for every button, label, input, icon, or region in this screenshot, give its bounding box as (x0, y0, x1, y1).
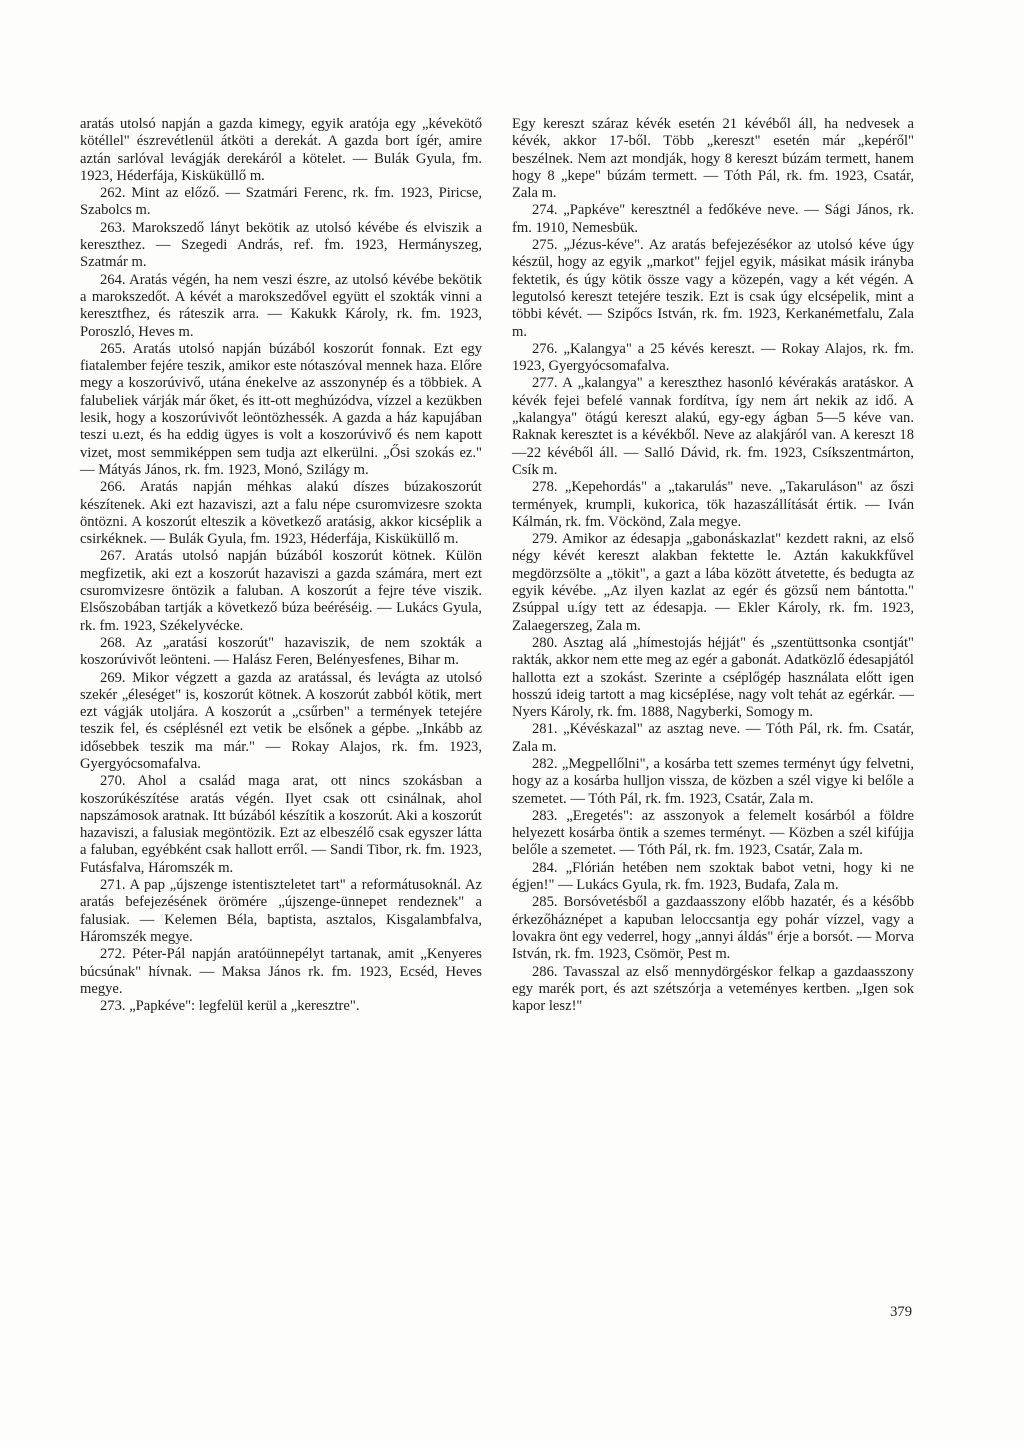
entry-278: 278. „Kepehordás" a „takarulás" neve. „Takaruláson" az őszi termények, krumpli, kukorica, tök hazaszállítását értik. — Iván Kálmán, rk. fm. Vöckönd, Zala megye. (512, 479, 914, 530)
entry-272: 272. Péter-Pál napján aratóünnepélyt tartanak, amit „Kenyeres búcsúnak" hívnak. — Maksa János rk. fm. 1923, Ecséd, Heves megye. (80, 946, 482, 997)
entry-281: 281. „Kévéskazal" az asztag neve. — Tóth Pál, rk. fm. Csatár, Zala m. (512, 721, 914, 755)
entry-286: 286. Tavasszal az első mennydörgéskor felkap a gazdaasszony egy marék port, és azt szétszórja a veteményes kertben. „Igen sok kapor lesz!" (512, 963, 914, 1015)
paragraph: aratás utolsó napján a gazda kimegy, egyik aratója egy „kévekötő kötéllel" észrevétlenül átköti a derekát. A gazda bort ígér, amire aztán sarlóval levágják derekáról a kötelet. — Bulák Gyula, fm. 1923, Héderfája, Kisküküllő m. (80, 116, 482, 184)
entry-284: 284. „Flórián hetében nem szoktak babot vetni, hogy ki ne égjen!" — Lukács Gyula, rk. fm. 1923, Budafa, Zala m. (512, 859, 914, 894)
page-number: 379 (890, 1304, 912, 1320)
entry-264: 264. Aratás végén, ha nem veszi észre, az utolsó kévébe bekötik a marokszedőt. A kévét a marokszedővel együtt el szokták vinni a keresztfhez, és ráteszik arra. — Kakukk Károly, rk. fm. 1923, Poroszló, Heves m. (80, 271, 482, 340)
entry-282: 282. „Megpellőlni", a kosárba tett szemes terményt úgy felvetni, hogy az a kosárba hulljon vissza, de közben a szél vigye ki belőle a szemetet. — Tóth Pál, rk. fm. 1923, Csatár, Zala m. (512, 755, 914, 807)
entry-285: 285. Borsóvetésből a gazdaasszony előbb hazatér, és a később érkezőháznépet a kapuban leloccsantja egy pohár vízzel, vagy a lovakra önt egy vederrel, hogy „annyi áldás" érje a borsót. — Morva István, rk. fm. 1923, Csömör, Pest m. (512, 894, 914, 963)
entry-279: 279. Amikor az édesapja „gabonáskazlat" kezdett rakni, az első négy kévét kereszt alakban fektette le. Aztán kakukkfűvel megdörzsölte a „tökit", a gazt a lába között átvetette, és bedugta az egyik kévébe. „Az ilyen kazlat az egér és gözsű nem bántotta." Zsúppal u.így tett az édesapja. — Ekler Károly, rk. fm. 1923, Zalaegerszeg, Zala m. (512, 531, 914, 634)
entry-266: 266. Aratás napján méhkas alakú díszes búzakoszorút készítenek. Aki ezt hazaviszi, azt a falu népe csuromvizesre szokta öntözni. A koszorút elteszik a következő aratásig, akkor kicsépl​ik a csirkéknek. — Bulák Gyula, fm. 1923, Héderfája, Kisküküllő m. (80, 479, 482, 548)
entry-274: 274. „Papkéve" keresztnél a fedőkéve neve. — Sági János, rk. fm. 1910, Nemesbük. (512, 202, 914, 236)
entry-276: 276. „Kalangya" a 25 kévés kereszt. — Rokay Alajos, rk. fm. 1923, Gyergyócsomafalva. (512, 340, 914, 375)
paragraph: Egy kereszt száraz kévék esetén 21 kévéből áll, ha nedvesek a kévék, akkor 17-ből. Több „kereszt" esetén már „kepéről" beszélnek. Nem azt mondják, hogy 8 kereszt búzám termett, hanem hogy 8 „kepe" búzám termett. — Tóth Pál, rk. fm. 1923, Csatár, Zala m. (512, 116, 914, 202)
entry-283: 283. „Eregetés": az asszonyok a felemelt kosárból a földre helyezett kosárba öntik a szemes terményt. — Közben a szél kifújja belőle a szemetet. — Tóth Pál, rk. fm. 1923, Csatár, Zala m. (512, 807, 914, 859)
entry-273: 273. „Papkéve": legfelül kerül a „keresztre". (100, 998, 360, 1015)
entry-267: 267. Aratás utolsó napján búzából koszorút kötnek. Külön megfizetik, aki ezt a koszorút hazaviszi a gazda számára, mert ezt csuromvizesre öntözik a faluban. A koszorút a fejre téve viszik. Elsősz​obában tartják a következő búza beéréséig. — Lukács Gyula, rk. fm. 1923, Székelyvécke. (80, 548, 482, 634)
entry-270: 270. Ahol a család maga arat, ott nincs szokásban a koszorúkészítése aratás végén. Ilyet csak ott csinálnak, ahol napszámosok aratnak. Itt búzából készítik a koszorút. Aki a koszorút hazaviszi, a falusiak megöntözik. Ezt az elbeszélő csak egyszer látta a faluban, egyébként csak hallott erről. — Sandi Tibor, rk. fm. 1923, Futásfalva, Háromszék m. (80, 773, 482, 876)
entry-268: 268. Az „aratási koszorút" hazaviszik, de nem szokták a koszorúvivőt leönteni. — Halász Feren, Belényesfenes, Bihar m. (80, 634, 482, 669)
entry-265: 265. Aratás utolsó napján búzából koszorút fonnak. Ezt egy fiatalember fejére teszik, amikor este nótaszóval mennek haza. Előre megy a koszorúvivő, utána énekelve az asszonynép és a többiek. A falubeliek várják már őket, és itt-ott meghúzódva, vízzel a kezükben lesik, hogy a koszorúvivőt leöntözhessék. A gazda a ház kapujában teszi u.ezt, és ha eddig ügyes is volt a koszorúvivő és nem kapott vizet, most semmiképpen sem tudja azt elkerülni. „Ősi szokás ez." — Mátyás János, rk. fm. 1923, Monó, Szilágy m. (80, 340, 482, 478)
entry-269: 269. Mikor végzett a gazda az aratással, és levágta az utolsó szekér „éleséget" is, koszorút kötnek. A koszorút zabból kötik, mert ezt vágják utoljára. A koszorút a „csűrben" a termények tetejére teszik fel, és cséplésnél ezt vetik be elsőnek a gépbe. „Inkább az idősebbek teszik ma már." — Rokay Alajos, rk. fm. 1923, Gyergyócsomafalva. (80, 669, 482, 772)
entry-263: 263. Marokszedő lányt bekötik az utolsó kévébe és elviszik a kereszthez. — Szegedi András, ref. fm. 1923, Hermányszeg, Szatmár m. (80, 219, 482, 271)
left-column (80, 116, 482, 1015)
entry-275: 275. „Jézus-kéve". Az aratás befejezésékor az utolsó kéve úgy készül, hogy az egyik „markot" fejjel egyik, másikat másik irányba fektetik, és úgy kötik össze vagy a közepén, vagy a két végén. A legutolsó kereszt tetejére teszik. Ezt is csak úgy elcsépelik, mint a többi kévét. — Szipőcs István, rk. fm. 1923, Kerkanémetfalu, Zala m. (512, 237, 914, 340)
entry-271: 271. A pap „újszenge istentiszteletet tart" a reformátusoknál. Az aratás befejezésének örömére „újszenge-ünnepet rendeznek" a falusiak. — Kelemen Béla, baptista, asztalos, Kisgalambfalva, Háromszék megye. (80, 877, 482, 945)
entry-262: 262. Mint az előző. — Szatmári Ferenc, rk. fm. 1923, Piricse, Szabolcs m. (80, 185, 482, 219)
entry-277: 277. A „kalangya" a kereszthez hasonló kévérakás aratáskor. A kévék fejei befelé vannak fordítva, így nem árt nekik az idő. A „kalangya" ötágú kereszt alakú, egy-egy ágban 5—5 kéve van. Raknak keresztet is a kévékből. Neve az alakjáról van. A kereszt 18—22 kévéből áll. — Salló Dávid, rk. fm. 1923, Csíkszentmárton, Csík m. (512, 375, 914, 478)
right-column (512, 116, 914, 1015)
entry-280: 280. Asztag alá „hímestojás héjját" és „szentüttsonka csontját" rakták, akkor nem ette meg az egér a gabonát. Adatközlő édesapjától hallotta ezt a szokást. Szerinte a cséplőgép használata előtt igen hosszú ideig tartott a mag kicsépIése, nagy volt tehát az egérkár. — Nyers Károly, rk. fm. 1888, Nagyberki, Somogy m. (512, 634, 914, 721)
